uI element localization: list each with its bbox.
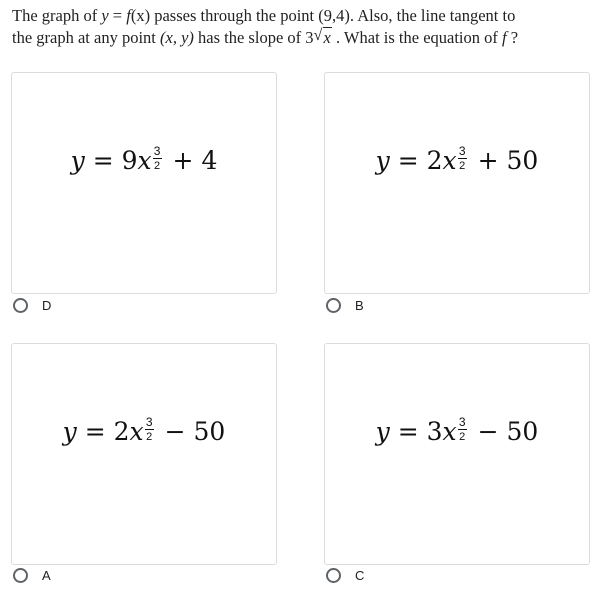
- question-var-f: f: [502, 28, 507, 47]
- choice-equation: [12, 416, 276, 446]
- eq-constant: − 50: [469, 417, 539, 446]
- question-fragment: =: [108, 6, 127, 25]
- question-fragment: (x): [130, 6, 151, 25]
- exponent-fraction: [458, 416, 467, 443]
- choice-equation: [12, 145, 276, 175]
- exponent-numerator: 3: [153, 144, 161, 158]
- eq-var-x: x: [129, 417, 144, 446]
- option-label: D: [42, 298, 52, 313]
- choice-card-b[interactable]: [324, 72, 590, 294]
- eq-var-x: x: [442, 146, 457, 175]
- sqrt-symbol: √ x: [313, 27, 331, 47]
- option-label: B: [355, 298, 364, 313]
- eq-constant: + 4: [164, 146, 218, 175]
- exponent-fraction: [458, 145, 467, 172]
- option-d[interactable]: [13, 298, 51, 313]
- question-text: [12, 5, 604, 49]
- exponent-numerator: 3: [145, 415, 153, 429]
- question-var-y: y: [101, 6, 109, 25]
- radio-button-icon[interactable]: [13, 568, 28, 583]
- option-b[interactable]: [326, 298, 364, 313]
- exponent-denominator: 2: [459, 160, 466, 172]
- question-line-2: [12, 27, 604, 49]
- eq-var-y: y: [375, 417, 390, 446]
- exponent-denominator: 2: [146, 431, 153, 443]
- question-fragment: . What is the equation of: [331, 28, 502, 47]
- eq-constant: − 50: [156, 417, 226, 446]
- choice-equation: [325, 145, 589, 175]
- exponent-numerator: 3: [458, 144, 466, 158]
- option-label: A: [42, 568, 51, 583]
- question-var-xy: (x, y): [160, 28, 194, 47]
- choice-card-c[interactable]: [324, 343, 590, 565]
- question-fragment: has the slope of: [193, 28, 306, 47]
- option-label: C: [355, 568, 365, 583]
- exponent-numerator: 3: [458, 415, 466, 429]
- eq-var-y: y: [375, 146, 390, 175]
- exponent-denominator: 2: [154, 160, 161, 172]
- eq-var-x: x: [442, 417, 457, 446]
- eq-coefficient: = 9: [84, 146, 138, 175]
- eq-coefficient: = 3: [389, 417, 443, 446]
- eq-var-y: y: [70, 146, 85, 175]
- eq-var-x: x: [137, 146, 152, 175]
- eq-var-y: y: [62, 417, 77, 446]
- question-line-1: [12, 5, 604, 27]
- radio-button-icon[interactable]: [13, 298, 28, 313]
- question-var-f: f: [126, 6, 131, 25]
- question-fragment: ?: [506, 28, 519, 47]
- question-coefficient: 3: [305, 28, 314, 47]
- exponent-fraction: [145, 416, 154, 443]
- choice-card-d[interactable]: [11, 72, 277, 294]
- sqrt-radicand: x: [323, 28, 331, 47]
- choice-equation: [325, 416, 589, 446]
- option-c[interactable]: [326, 568, 364, 583]
- exponent-denominator: 2: [459, 431, 466, 443]
- question-fragment: The graph of: [12, 6, 102, 25]
- question-fragment: passes through the point (9,4). Also, the line tangent to: [150, 6, 516, 25]
- question-fragment: the graph at any point: [12, 28, 161, 47]
- eq-coefficient: = 2: [76, 417, 130, 446]
- radio-button-icon[interactable]: [326, 298, 341, 313]
- exponent-fraction: [153, 145, 162, 172]
- radio-button-icon[interactable]: [326, 568, 341, 583]
- choice-card-a[interactable]: [11, 343, 277, 565]
- eq-coefficient: = 2: [389, 146, 443, 175]
- eq-constant: + 50: [469, 146, 539, 175]
- option-a[interactable]: [13, 568, 51, 583]
